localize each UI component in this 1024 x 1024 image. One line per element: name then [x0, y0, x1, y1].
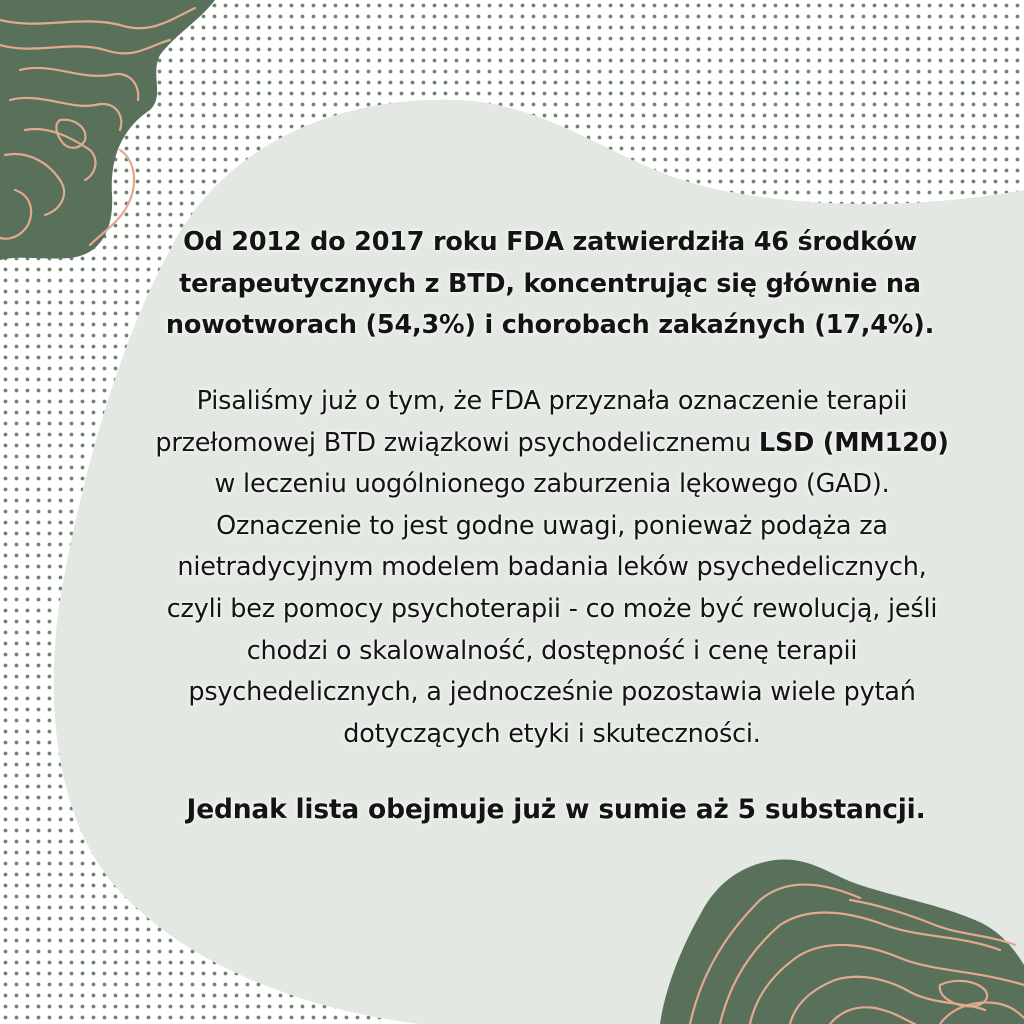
- intro-paragraph: [70, 222, 1024, 347]
- body-line-6: czyli bez pomocy psychoterapii - co może być rewolucją, jeśli: [166, 593, 938, 624]
- intro-line-2: terapeutycznych z BTD, koncentrując się głównie na: [179, 268, 921, 299]
- body-line-1: Pisaliśmy już o tym, że FDA przyznała oznaczenie terapii: [196, 386, 908, 416]
- lsd-highlight: LSD (MM120): [758, 427, 949, 458]
- body-line-3: w leczeniu uogólnionego zaburzenia lękowego (GAD).: [214, 469, 890, 500]
- intro-line-1: Od 2012 do 2017 roku FDA zatwierdziła 46 środków: [183, 227, 917, 257]
- body-line-2-text: przełomowej BTD związkowi psychodelicznemu: [155, 427, 759, 458]
- body-line-9: dotyczących etyki i skuteczności.: [343, 718, 761, 749]
- body-line-4: Oznaczenie to jest godne uwagi, ponieważ podąża za: [216, 510, 888, 541]
- closing-statement: [76, 790, 1024, 830]
- body-line-8: psychedelicznych, a jednocześnie pozostawia wiele pytań: [188, 677, 916, 708]
- body-line-7: chodzi o skalowalność, dostępność i cenę terapii: [246, 635, 858, 666]
- intro-line-3: nowotworach (54,3%) i chorobach zakaźnych (17,4%).: [165, 310, 935, 340]
- body-paragraph: [72, 381, 1024, 755]
- closing-line: Jednak lista obejmuje już w sumie aż 5 substancji.: [186, 794, 926, 825]
- body-line-5: nietradycyjnym modelem badania leków psychedelicznych,: [177, 552, 927, 583]
- body-line-2: [72, 423, 1024, 465]
